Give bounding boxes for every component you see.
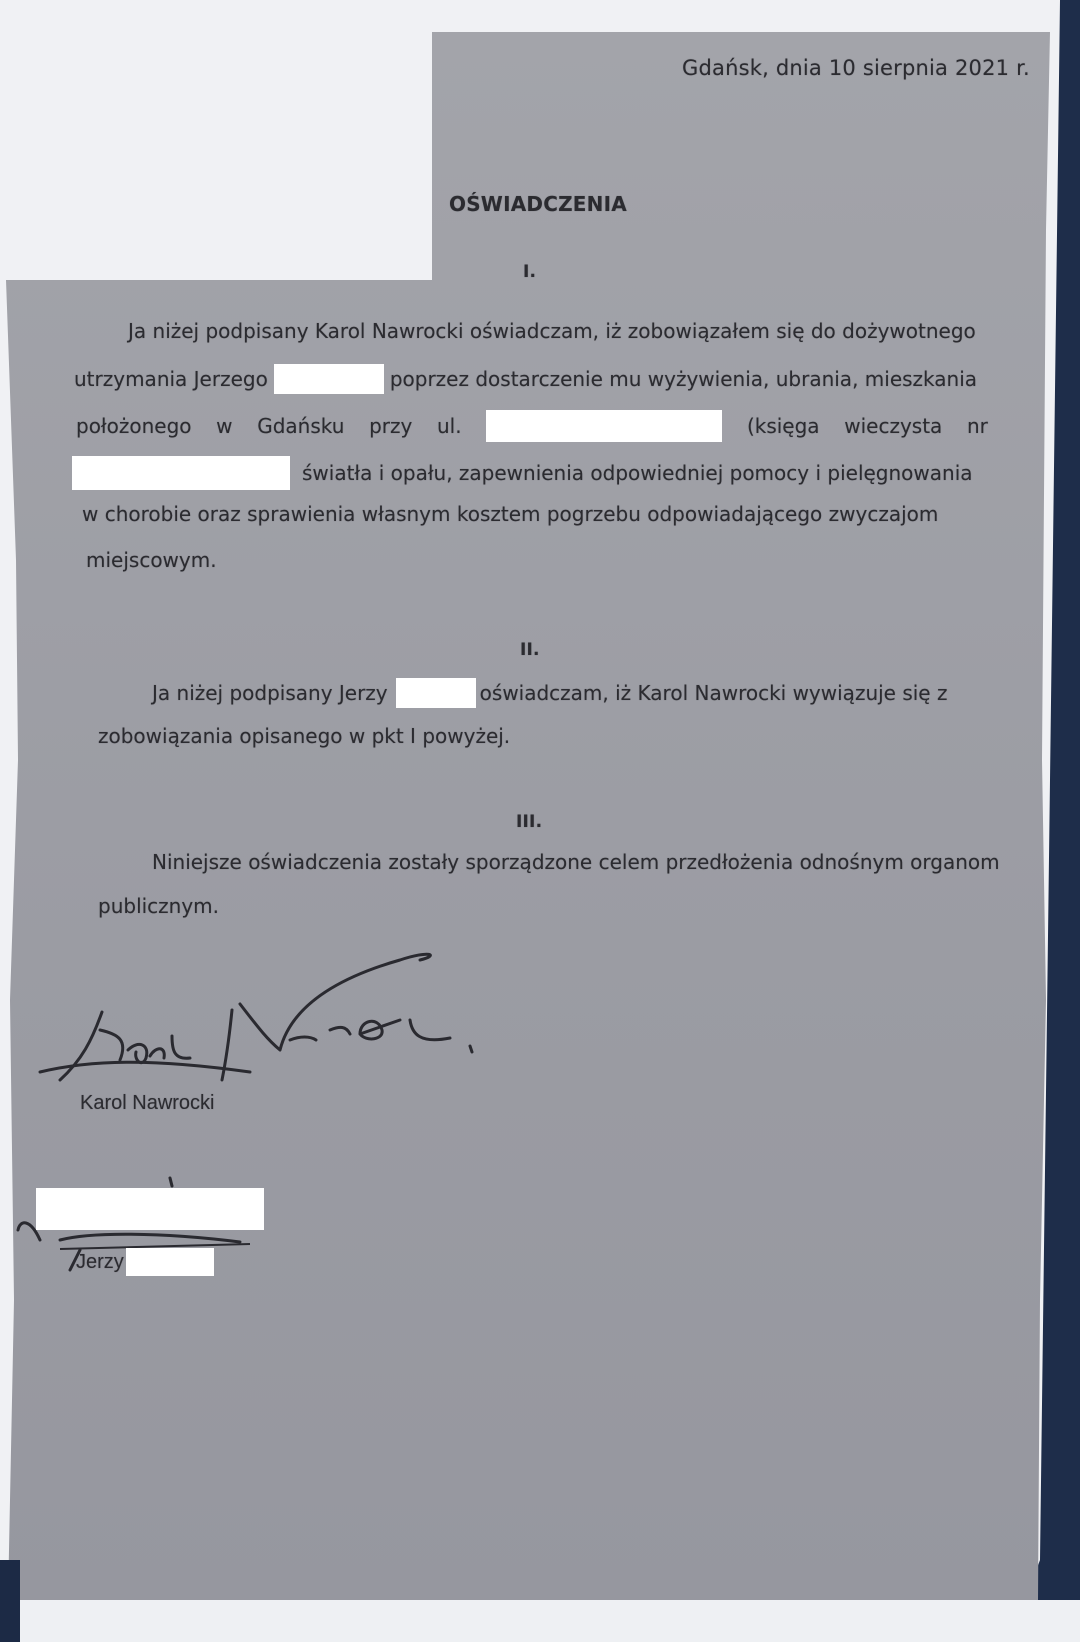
redaction-box (36, 1188, 264, 1230)
redaction-box (274, 364, 384, 394)
text-fragment: miejscowym. (86, 548, 217, 572)
text-fragment: oświadczam, iż Karol Nawrocki wywiązuje się z (479, 681, 948, 705)
text-fragment: położonego (76, 414, 192, 438)
text-fragment: Ja niżej podpisany Karol Nawrocki oświadczam, iż zobowiązałem się do dożywotnego (128, 319, 976, 343)
redaction-box (72, 456, 290, 490)
section-2-line-1 (152, 678, 947, 708)
section-3-line-2 (98, 894, 219, 918)
signature-name-karol: Karol Nawrocki (80, 1092, 215, 1114)
section-3-line-1 (152, 850, 1000, 874)
signature-name-jerzy: Jerzy (76, 1250, 124, 1273)
document-title: OŚWIADCZENIA (449, 192, 627, 216)
bottom-left-surround (0, 1560, 20, 1642)
section-2-line-2 (98, 724, 510, 748)
text-fragment: publicznym. (98, 894, 220, 918)
text-fragment: poprzez dostarczenie mu wyżywienia, ubrania, mieszkania (389, 367, 978, 391)
text-fragment: (księga (746, 414, 820, 438)
text-fragment: wieczysta (844, 414, 943, 438)
section-1-line-5 (82, 502, 938, 526)
section-numeral-3: III. (516, 812, 543, 832)
text-fragment: zobowiązania opisanego w pkt I powyżej. (98, 724, 511, 748)
text-fragment: w (216, 414, 233, 438)
section-numeral-2: II. (520, 640, 540, 660)
section-1-line-2 (74, 364, 992, 394)
section-1-line-6 (86, 548, 217, 572)
redaction-box (126, 1248, 214, 1276)
text-fragment: przy (369, 414, 413, 438)
signature-name-jerzy-line (76, 1248, 214, 1276)
text-fragment: w chorobie oraz sprawienia własnym kosztem pogrzebu odpowiadającego zwyczajom (82, 502, 939, 526)
text-fragment: Gdańsku (257, 414, 345, 438)
text-fragment: Niniejsze oświadczenia zostały sporządzone celem przedłożenia odnośnym organom (152, 850, 1000, 874)
section-1-line-1 (128, 319, 976, 343)
text-fragment: Ja niżej podpisany Jerzy (152, 681, 388, 705)
section-1-line-4 (72, 456, 973, 490)
document-date: Gdańsk, dnia 10 sierpnia 2021 r. (682, 56, 1030, 80)
text-fragment: światła i opału, zapewnienia odpowiedniej pomocy i pielęgnowania (302, 461, 973, 485)
bottom-strip (0, 1600, 1080, 1642)
section-1-line-3 (76, 410, 988, 442)
text-fragment: utrzymania Jerzego (74, 367, 268, 391)
text-fragment: ul. (437, 414, 462, 438)
text-fragment: nr (966, 414, 988, 438)
section-numeral-1: I. (523, 262, 537, 282)
redaction-box (396, 678, 476, 708)
redaction-box (486, 410, 722, 442)
